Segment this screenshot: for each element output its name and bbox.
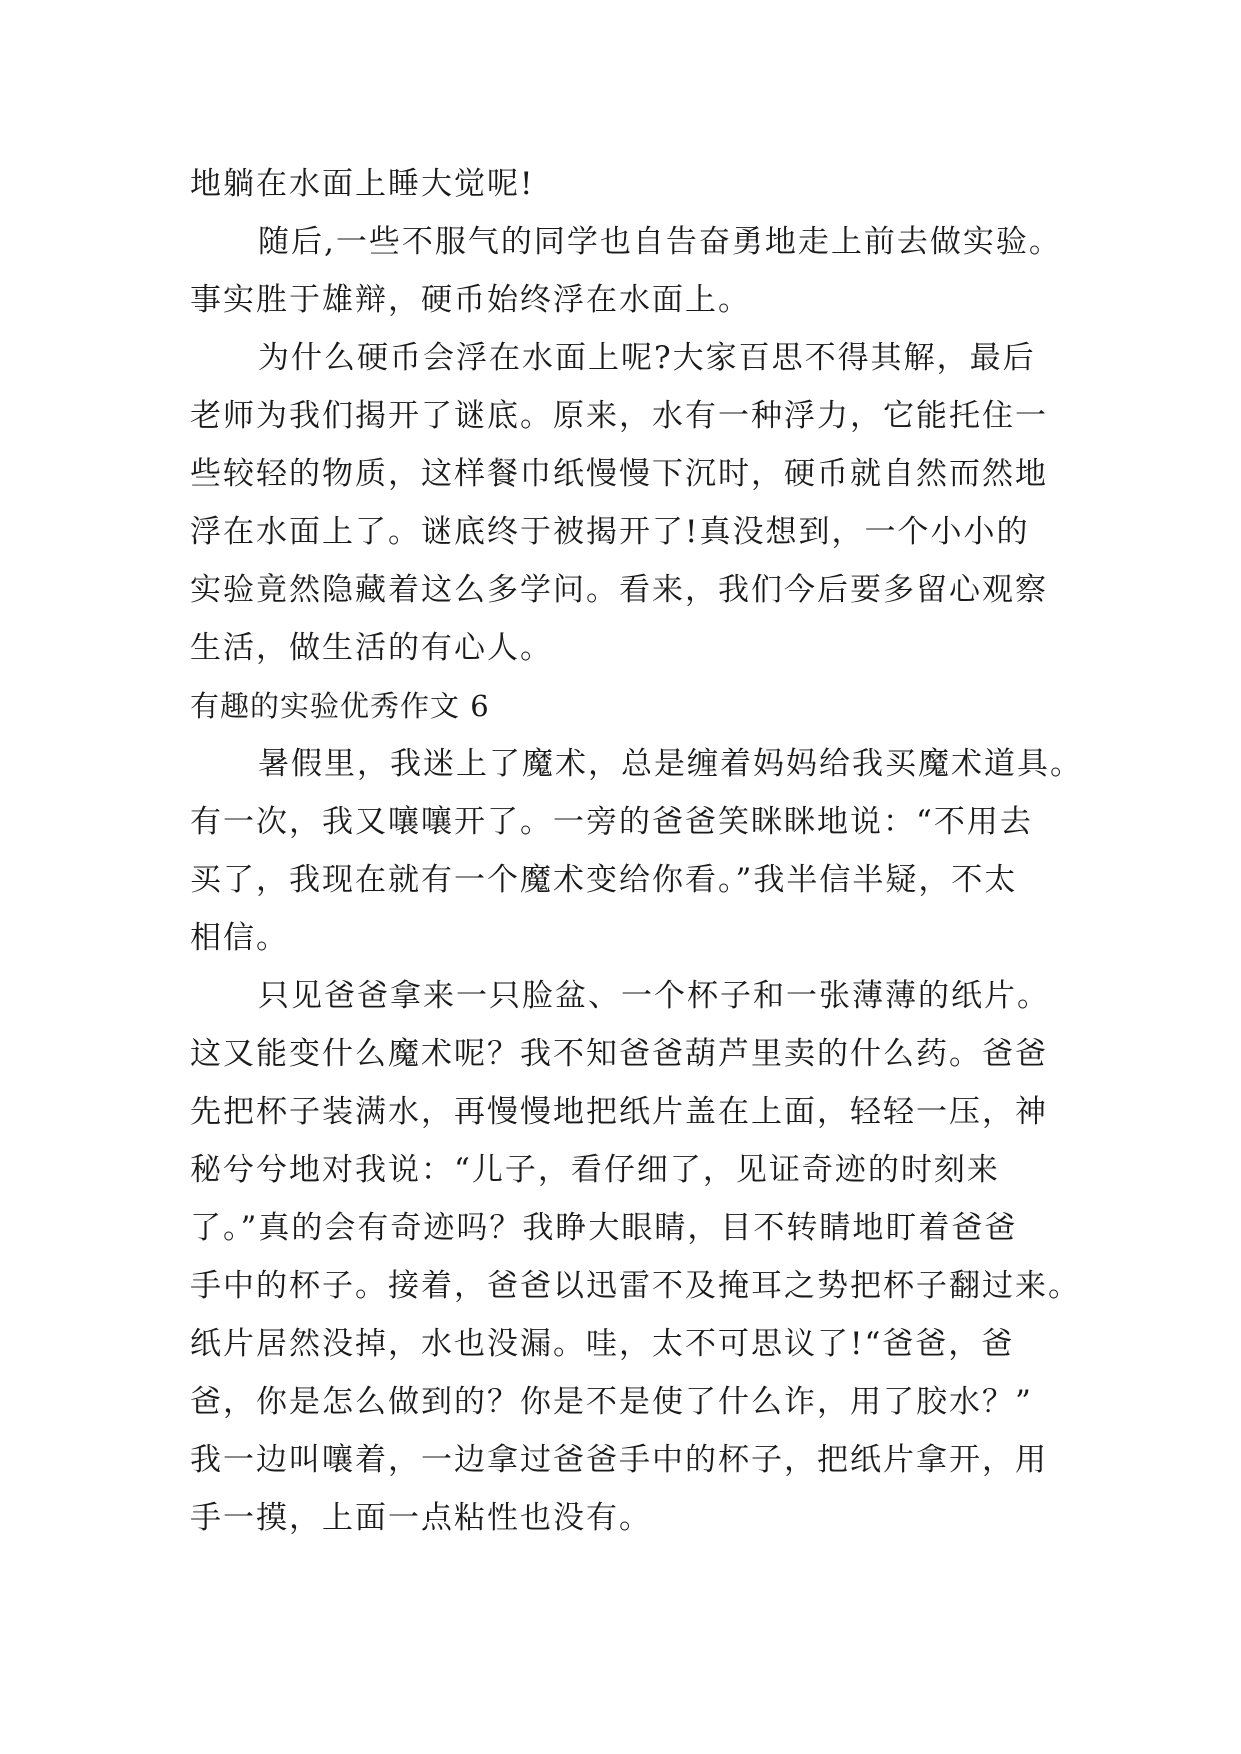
paragraph-line: 这又能变什么魔术呢？我不知爸爸葫芦里卖的什么药。爸爸 <box>190 1036 1048 1072</box>
paragraph-line: 地躺在水面上睡大觉呢! <box>190 166 535 202</box>
paragraph-line: 买了，我现在就有一个魔术变给你看。”我半信半疑，不太 <box>190 862 1018 898</box>
paragraph-line: 手中的杯子。接着，爸爸以迅雷不及掩耳之势把杯子翻过来。 <box>190 1268 1081 1304</box>
paragraph-line: 浮在水面上了。谜底终于被揭开了!真没想到，一个小小的 <box>190 514 1030 550</box>
paragraph-line: 生活，做生活的有心人。 <box>190 630 553 666</box>
paragraph-line: 暑假里，我迷上了魔术，总是缠着妈妈给我买魔术道具。 <box>258 746 1083 782</box>
paragraph-line: 我一边叫嚷着，一边拿过爸爸手中的杯子，把纸片拿开，用 <box>190 1442 1048 1478</box>
paragraph-line: 手一摸，上面一点粘性也没有。 <box>190 1500 652 1536</box>
paragraph-line: 纸片居然没掉，水也没漏。哇，太不可思议了!“爸爸，爸 <box>190 1326 1015 1362</box>
paragraph-line: 相信。 <box>190 920 289 956</box>
section-heading: 有趣的实验优秀作文 6 <box>190 689 490 723</box>
paragraph-line: 些较轻的物质，这样餐巾纸慢慢下沉时，硬币就自然而然地 <box>190 456 1048 492</box>
paragraph-line: 事实胜于雄辩，硬币始终浮在水面上。 <box>190 282 751 318</box>
paragraph-line: 为什么硬币会浮在水面上呢?大家百思不得其解，最后 <box>258 340 1036 376</box>
paragraph-line: 老师为我们揭开了谜底。原来，水有一种浮力，它能托住一 <box>190 398 1048 434</box>
paragraph-line: 有一次，我又嚷嚷开了。一旁的爸爸笑眯眯地说：“不用去 <box>190 804 1033 840</box>
paragraph-line: 随后,一些不服气的同学也自告奋勇地走上前去做实验。 <box>258 224 1062 260</box>
paragraph-line: 了。”真的会有奇迹吗？我睁大眼睛，目不转睛地盯着爸爸 <box>190 1210 1018 1246</box>
paragraph-line: 实验竟然隐藏着这么多学问。看来，我们今后要多留心观察 <box>190 572 1048 608</box>
paragraph-line: 爸，你是怎么做到的？你是不是使了什么诈，用了胶水？” <box>190 1384 1033 1420</box>
paragraph-line: 先把杯子装满水，再慢慢地把纸片盖在上面，轻轻一压，神 <box>190 1094 1048 1130</box>
paragraph-line: 秘兮兮地对我说：“儿子，看仔细了，见证奇迹的时刻来 <box>190 1152 1000 1188</box>
paragraph-line: 只见爸爸拿来一只脸盆、一个杯子和一张薄薄的纸片。 <box>258 978 1050 1014</box>
